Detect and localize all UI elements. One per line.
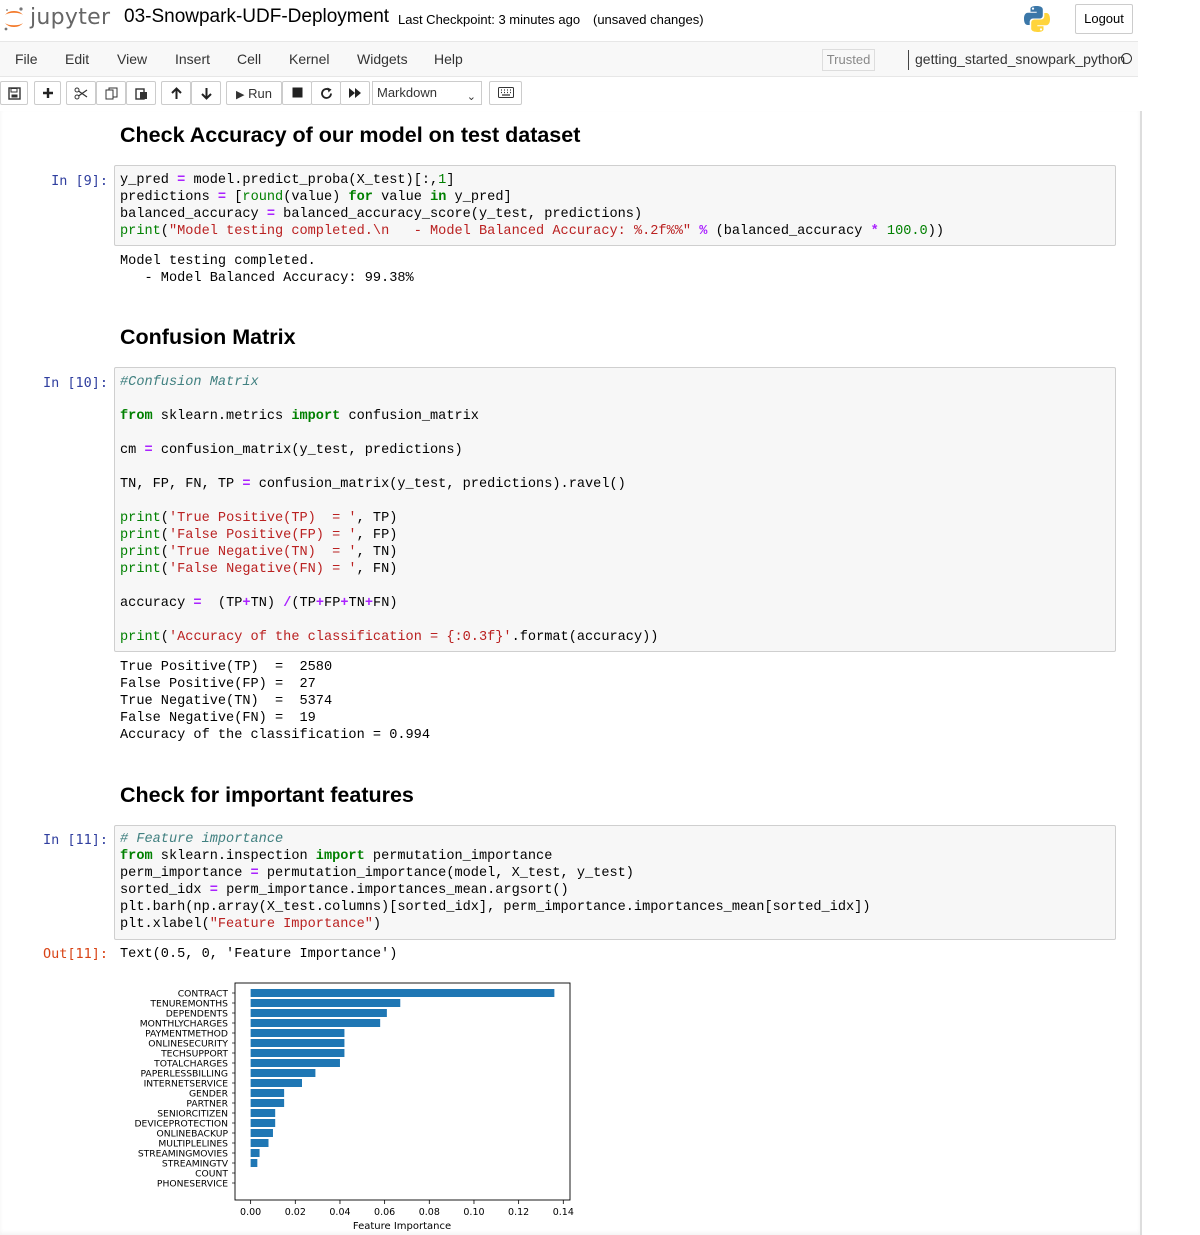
y-tick-label: PHONESERVICE — [156, 1178, 228, 1190]
x-tick-label: 0.08 — [418, 1207, 440, 1218]
x-tick-label: 0.12 — [508, 1207, 530, 1218]
code-line: cm = confusion_matrix(y_test, predictions) — [120, 443, 463, 458]
code-line: y_pred = model.predict_proba(X_test)[:,1] — [120, 173, 455, 188]
output-line: - Model Balanced Accuracy: 99.38% — [120, 271, 414, 286]
code-cell-10[interactable] — [114, 367, 1116, 652]
menu-edit[interactable]: Edit — [65, 51, 90, 67]
bar-streamingtv — [251, 1159, 258, 1167]
jupyter-logo-text[interactable]: jupyter — [30, 5, 111, 30]
bar-paperlessbilling — [251, 1069, 316, 1077]
bar-internetservice — [251, 1079, 302, 1087]
trusted-indicator[interactable]: Trusted — [822, 49, 875, 71]
interrupt-button[interactable] — [282, 81, 312, 105]
paste-icon — [135, 87, 148, 100]
output-text: Text(0.5, 0, 'Feature Importance') — [120, 947, 398, 962]
code-line: from sklearn.inspection import permutation_importance — [120, 849, 553, 864]
code-cell-11[interactable] — [114, 825, 1116, 940]
code-line: predictions = [round(value) for value in y_pred] — [120, 190, 512, 205]
chevron-down-icon: ⌄ — [466, 91, 476, 103]
command-palette-button[interactable] — [489, 81, 522, 105]
bar-tenuremonths — [251, 999, 401, 1007]
cut-icon — [74, 87, 88, 100]
python-logo-icon — [1022, 4, 1052, 34]
bar-partner — [251, 1099, 285, 1107]
output-line: True Positive(TP) = 2580 — [120, 660, 333, 675]
kernel-idle-icon — [1121, 53, 1132, 64]
y-tick-label: DEPENDENTS — [165, 1008, 228, 1020]
bar-onlinesecurity — [251, 1039, 345, 1047]
move-up-icon — [170, 87, 183, 100]
restart-icon — [320, 87, 333, 100]
x-tick-label: 0.00 — [240, 1207, 262, 1218]
run-button[interactable] — [226, 81, 282, 105]
logout-button[interactable]: Logout — [1075, 4, 1133, 34]
markdown-heading-features[interactable]: Check for important features — [120, 783, 414, 807]
code-line: print("Model testing completed.\n - Model Balanced Accuracy: %.2f%%" % (balanced_accuracy * 100.0)) — [120, 224, 945, 239]
code-line: plt.xlabel("Feature Importance") — [120, 917, 382, 932]
code-line: print('True Negative(TN) = ', TN) — [120, 545, 398, 560]
bar-paymentmethod — [251, 1029, 345, 1037]
y-tick-label: CONTRACT — [177, 988, 228, 1000]
feature-importance-chart — [120, 980, 590, 1235]
output-line: False Positive(FP) = 27 — [120, 677, 316, 692]
bar-seniorcitizen — [251, 1109, 276, 1117]
bar-multiplelines — [251, 1139, 269, 1147]
menu-kernel[interactable]: Kernel — [289, 51, 330, 67]
y-tick-label: TOTALCHARGES — [154, 1058, 228, 1070]
copy-button[interactable] — [96, 81, 126, 105]
move-down-icon — [200, 87, 213, 100]
chart-x-label: Feature Importance — [352, 1221, 452, 1232]
code-cell-9[interactable] — [114, 165, 1116, 246]
y-tick-label: DEVICEPROTECTION — [134, 1118, 228, 1130]
y-tick-label: PARTNER — [186, 1098, 228, 1110]
bar-totalcharges — [251, 1059, 340, 1067]
y-tick-label: GENDER — [188, 1088, 228, 1100]
code-line: sorted_idx = perm_importance.importances_mean.argsort() — [120, 883, 569, 898]
code-line: print('Accuracy of the classification = {:0.3f}'.format(accuracy)) — [120, 630, 659, 645]
checkpoint-status: Last Checkpoint: 3 minutes ago — [398, 12, 581, 27]
input-prompt-11: In [11]: — [42, 832, 108, 848]
notebook-name[interactable]: 03-Snowpark-UDF-Deployment — [124, 6, 390, 27]
menu-cell[interactable]: Cell — [237, 51, 262, 67]
notebook-right-edge — [1140, 111, 1142, 1235]
autosave-status: (unsaved changes) — [593, 12, 704, 27]
y-tick-label: SENIORCITIZEN — [157, 1108, 228, 1120]
output-line: Model testing completed. — [120, 254, 316, 269]
y-tick-label: TECHSUPPORT — [161, 1048, 228, 1060]
cell-type-value: Markdown — [377, 85, 437, 100]
output-line: Accuracy of the classification = 0.994 — [120, 728, 430, 743]
chart-y-tick-labels — [134, 989, 235, 1190]
kernel-name[interactable]: getting_started_snowpark_python — [915, 51, 1126, 67]
menu-file[interactable]: File — [15, 51, 38, 67]
cut-button[interactable] — [66, 81, 96, 105]
cell-type-select[interactable] — [372, 81, 482, 105]
y-tick-label: ONLINESECURITY — [148, 1038, 228, 1050]
move-down-button[interactable] — [191, 81, 221, 105]
y-tick-label: STREAMINGMOVIES — [137, 1148, 228, 1160]
menubar — [0, 41, 1138, 77]
markdown-heading-accuracy[interactable]: Check Accuracy of our model on test dataset — [120, 123, 581, 147]
x-tick-label: 0.10 — [463, 1207, 485, 1218]
output-line: True Negative(TN) = 5374 — [120, 694, 333, 709]
kernel-separator — [908, 50, 909, 70]
y-tick-label: STREAMINGTV — [161, 1158, 228, 1170]
y-tick-label: INTERNETSERVICE — [143, 1078, 228, 1090]
code-line: from sklearn.metrics import confusion_matrix — [120, 409, 479, 424]
menu-help[interactable]: Help — [434, 51, 463, 67]
bar-monthlycharges — [251, 1019, 381, 1027]
code-line: balanced_accuracy = balanced_accuracy_score(y_test, predictions) — [120, 207, 643, 222]
y-tick-label: TENUREMONTHS — [150, 998, 228, 1010]
bar-deviceprotection — [251, 1119, 276, 1127]
toolbar — [0, 76, 1138, 110]
code-line: #Confusion Matrix — [120, 375, 259, 390]
move-up-button[interactable] — [161, 81, 191, 105]
bar-dependents — [251, 1009, 387, 1017]
keyboard-icon — [498, 87, 514, 98]
output-prompt-11: Out[11]: — [42, 946, 108, 962]
save-button[interactable] — [0, 81, 28, 105]
menu-view[interactable]: View — [117, 51, 148, 67]
code-line: plt.barh(np.array(X_test.columns)[sorted_idx], perm_importance.importances_mean[sorted_idx]) — [120, 900, 871, 915]
save-icon — [8, 87, 21, 100]
y-tick-label: MULTIPLELINES — [158, 1138, 228, 1150]
bar-gender — [251, 1089, 285, 1097]
insert-cell-button[interactable] — [34, 81, 61, 105]
menu-insert[interactable]: Insert — [175, 51, 211, 67]
bar-streamingmovies — [251, 1149, 260, 1157]
code-line: accuracy = (TP+TN) /(TP+FP+TN+FN) — [120, 596, 398, 611]
y-tick-label: PAPERLESSBILLING — [140, 1068, 228, 1080]
bar-contract — [251, 989, 555, 997]
bar-techsupport — [251, 1049, 345, 1057]
x-tick-label: 0.14 — [552, 1207, 574, 1218]
run-icon: ▶ — [236, 89, 245, 101]
paste-button[interactable] — [126, 81, 156, 105]
y-tick-label: PAYMENTMETHOD — [145, 1028, 228, 1040]
chart-bars — [251, 989, 555, 1167]
y-tick-label: ONLINEBACKUP — [156, 1128, 228, 1140]
restart-button[interactable] — [311, 81, 341, 105]
menu-widgets[interactable]: Widgets — [357, 51, 408, 67]
code-line: print('True Positive(TP) = ', TP) — [120, 511, 398, 526]
chart-x-ticks — [240, 1200, 574, 1218]
stop-icon — [292, 87, 303, 98]
x-tick-label: 0.02 — [284, 1207, 306, 1218]
output-line: False Negative(FN) = 19 — [120, 711, 316, 726]
markdown-heading-confusion-matrix[interactable]: Confusion Matrix — [120, 325, 296, 349]
code-line: perm_importance = permutation_importance(model, X_test, y_test) — [120, 866, 634, 881]
jupyter-logo-icon[interactable] — [3, 6, 25, 32]
y-tick-label: COUNT — [195, 1168, 228, 1180]
header — [0, 0, 1140, 40]
add-cell-icon — [42, 87, 54, 99]
copy-icon — [105, 87, 118, 100]
input-prompt-10: In [10]: — [42, 375, 108, 391]
bar-onlinebackup — [251, 1129, 273, 1137]
restart-run-all-button[interactable] — [340, 81, 370, 105]
x-tick-label: 0.06 — [374, 1207, 396, 1218]
y-tick-label: MONTHLYCHARGES — [139, 1018, 228, 1030]
run-label: Run — [248, 86, 272, 101]
code-line: print('False Positive(FP) = ', FP) — [120, 528, 398, 543]
code-line: # Feature importance — [120, 832, 284, 847]
code-line: print('False Negative(FN) = ', FN) — [120, 562, 398, 577]
input-prompt-9: In [9]: — [51, 173, 108, 189]
code-line: TN, FP, FN, TP = confusion_matrix(y_test, predictions).ravel() — [120, 477, 626, 492]
x-tick-label: 0.04 — [329, 1207, 351, 1218]
fast-forward-icon — [348, 87, 362, 99]
